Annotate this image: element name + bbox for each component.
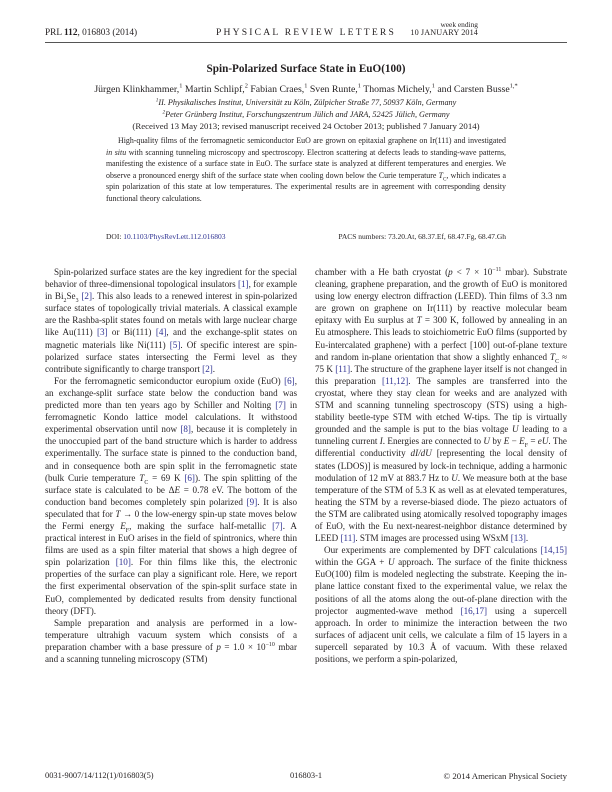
citation-link[interactable]: [1] (238, 279, 249, 290)
author: Fabian Craes,$^1$ (247, 82, 308, 95)
author: Martin Schlipf,$^2$ (182, 82, 248, 95)
citation-link[interactable]: [2] (81, 291, 92, 302)
citation-link[interactable]: [6] (184, 472, 195, 483)
author: and Carsten Busse$^{1,*}$ (434, 82, 518, 95)
doi-link[interactable]: 10.1103/PhysRevLett.112.016803 (123, 232, 226, 241)
volume-number: 112 (64, 28, 78, 38)
doi: DOI: 10.1103/PhysRevLett.112.016803 (106, 232, 226, 241)
copyright: © 2014 American Physical Society (443, 771, 567, 781)
week-ending-date: 10 JANUARY 2014 (410, 28, 478, 38)
author: Thomas Michely,$^1$ (360, 82, 435, 95)
citation-link[interactable]: [16,17] (460, 605, 488, 616)
citation-link[interactable]: [11] (340, 533, 356, 544)
journal-name: PHYSICAL REVIEW LETTERS (215, 27, 397, 38)
paragraph: Our experiments are complemented by DFT calculations [14,15] within the GGA + U approach. The surface of the finite thickness EuO(100) film is modeled neglecting the substrate. Keeping the in-plane lattice constant fixed to the experimental value, we relax the positions of all the atoms along the out-of-plane direction with the projector augmented-wave method [16,17] using a supercell approach. In order to minimize the interaction between the two surfaces of adjacent unit cells, we calculate a film of 15 layers in a supercell separated by 10.3 Å of vacuum. With these relaxed positions, we perform a spin-polarized, (315, 545, 568, 664)
citation-link[interactable]: [11] (335, 363, 351, 374)
paragraph: chamber with a He bath cryostat ($p < 7 \times 10^{-11}$ mbar). Substrate cleaning, graphene preparation, and the growth of EuO is monitored using low energy electron diffraction (LEED). Thin films of 3.3 nm are grown on graphene on Ir(111) by reactive molecular beam epitaxy with Eu surplus at T = 300 K, followed by annealing in an Eu atmosphere. This leads to stoichiometric EuO films (supported by Eu-intercalated graphene) with a perfect [100] out-of-plane texture and random in-plane orientation that show a slightly enhanced $T_C \approx 75$ K [11]. The structure of the graphene layer itself is not changed in this preparation [11,12]. The samples are transferred into the cryostat, where they stay clean for weeks and are analyzed with STM and scanning tunneling spectroscopy (STS) using a high-stability beetle-type STM with etched W-tips. The tip is virtually grounded and the sample is put to the bias voltage U leading to a tunneling current I. Energies are connected to U by $E - E_F$ = eU. The differential conductivity dI/dU [representing the local density of states (LDOS)] is measured by lock-in technique, adding a harmonic modulation of 12 mV at 883.7 Hz to U. We measure both at the base temperature of the STM of 5.3 K as well as at elevated temperatures, heating the STM by a reverse-biased diode. The piezo actuators of the STM are calibrated using atomically resolved topography images of EuO, with the Eu next-nearest-neighbor distance determined by LEED [11]. STM images are processed using WSxM [13]. (315, 266, 567, 544)
citation-link[interactable]: [6] (284, 375, 295, 386)
citation-link[interactable]: [7] (272, 520, 283, 531)
citation-link[interactable]: [10] (115, 557, 131, 568)
article-info: , 016803 (2014) (77, 28, 138, 38)
paragraph: For the ferromagnetic semiconductor europium oxide (EuO) [6], an exchange-split surface state below the conduction band was predicted more than ten years ago by Schiller and Nolting [7] in ferromagnetic Kondo lattice model calculations. It withstood experimental observation until now [8], because it is completely in the unoccupied part of the band structure which is harder to address experimentally. The surface state is pinned to the conduction band, and in consequence both are spin split in the ferromagnetic state (bulk Curie temperature $T_C = 69$ K [6]). The spin splitting of the surface state is calculated to be ΔE = 0.78 eV. The bottom of the conduction band becomes completely spin polarized [9]. It is also speculated that for T → 0 the low-energy spin-up state moves below the Fermi energy $E_F$, making the surface half-metallic [7]. A practical interest in EuO arises in the field of spintronics, where thin films are used as a spin filter material that shows a high degree of spin polarization [10]. For thin films like this, the electronic properties of the surface can play a significant role. Here, we report the first experimental observation of the spin-split surface state in EuO, complemented by dedicated results from density functional theory (DFT). (45, 375, 298, 616)
footer-code: 0031-9007/14/112(1)/016803(5) (45, 771, 154, 780)
left-column (45, 266, 297, 665)
citation-link[interactable]: [8] (180, 424, 191, 435)
issue-date (410, 21, 478, 38)
paper-title: Spin-Polarized Surface State in EuO(100) (206, 63, 406, 75)
journal-abbrev: PRL (45, 28, 62, 38)
citation-link[interactable]: [9] (246, 496, 258, 507)
right-column (315, 266, 567, 665)
citation-link[interactable]: [3] (96, 327, 108, 338)
citation-link[interactable]: [4] (155, 327, 167, 338)
citation-link[interactable]: [13] (510, 533, 526, 544)
affiliation-1: $^1$II. Physikalisches Institut, Universität zu Köln, Zülpicher Straße 77, 50937 Köln, Germany (155, 97, 457, 107)
author-list (0, 84, 612, 95)
citation-link[interactable]: [2] (202, 363, 213, 374)
week-ending-label: week ending (440, 20, 478, 29)
pacs-numbers: PACS numbers: 73.20.At, 68.37.Ef, 68.47.Fg, 68.47.Gh (338, 232, 506, 241)
citation-link[interactable]: [5] (169, 339, 181, 350)
page-number: 016803-1 (289, 771, 323, 780)
paragraph: Sample preparation and analysis are performed in a low-temperature ultrahigh vacuum system which consists of a preparation chamber with a base pressure of $p = 1.0 \times 10^{-10}$ mbar and a scanning tunneling microscopy (STM) (45, 617, 297, 664)
citation-link[interactable]: [11,12] (382, 375, 409, 386)
citation-link[interactable]: [14,15] (540, 545, 567, 556)
received-dates: (Received 13 May 2013; revised manuscript received 24 October 2013; published 7 January 2014) (132, 121, 480, 131)
citation-link[interactable]: [7] (275, 400, 286, 411)
author: Sven Runte,$^1$ (307, 82, 361, 95)
affiliation-2: $^2$Peter Grünberg Institut, Forschungszentrum Jülich and JARA, 52425 Jülich, Germany (162, 109, 450, 119)
abstract: High-quality films of the ferromagnetic semiconductor EuO are grown on epitaxial graphene on Ir(111) and investigated in situ with scanning tunneling microscopy and spectroscopy. Electron scattering at defects leads to standing-wave patterns, manifesting the existence of a surface state in EuO. The surface state is analyzed at different temperatures and energies. We observe a pronounced energy shift of the surface state when cooling down below the Curie temperature $T_C$, which indicates a spin polarization of this state at low temperatures. The experimental results are in agreement with corresponding density functional theory calculations. (106, 136, 506, 203)
header-rule (45, 42, 567, 43)
author: Jürgen Klinkhammer,$^1$ (94, 82, 183, 95)
paragraph: Spin-polarized surface states are the key ingredient for the special behavior of three-dimensional topological insulators [1], for example in $Bi_2Se_3$ [2]. This also leads to a renewed interest in spin-polarized surface states of topologically trivial materials. A classical example are the Rashba-split states found on metals with large nuclear charge like Au(111) [3] or Bi(111) [4], and the exchange-split states on magnetic materials like Ni(111) [5]. Of specific interest are spin-polarized surface states intersecting the Fermi level as they contribute significantly to charge transport [2]. (45, 267, 298, 374)
